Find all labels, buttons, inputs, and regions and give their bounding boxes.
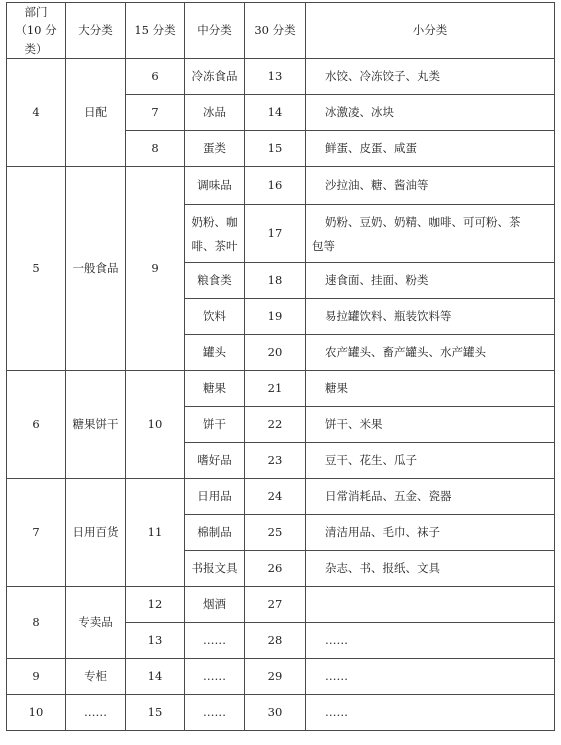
minor-cell: 糖果 bbox=[306, 371, 555, 407]
middle-cell: 蛋类 bbox=[185, 131, 245, 167]
c15-cell: 14 bbox=[126, 659, 185, 695]
c30-cell: 18 bbox=[245, 263, 306, 299]
middle-cell: 冰品 bbox=[185, 95, 245, 131]
minor-cell: 饼干、米果 bbox=[306, 407, 555, 443]
c30-cell: 30 bbox=[245, 695, 306, 731]
dept-cell: 5 bbox=[7, 167, 66, 371]
c15-cell: 12 bbox=[126, 587, 185, 623]
c30-cell: 21 bbox=[245, 371, 306, 407]
header-c15: 15 分类 bbox=[126, 3, 185, 59]
minor-cell: 冰激凌、冰块 bbox=[306, 95, 555, 131]
major-cell: …… bbox=[66, 695, 126, 731]
dept-cell: 7 bbox=[7, 479, 66, 587]
classification-table-container bbox=[6, 2, 555, 731]
minor-cell-line2: 包等 bbox=[312, 238, 335, 253]
major-cell: 日用百货 bbox=[66, 479, 126, 587]
c15-cell: 15 bbox=[126, 695, 185, 731]
dept-cell: 10 bbox=[7, 695, 66, 731]
c30-cell: 23 bbox=[245, 443, 306, 479]
minor-cell: 鲜蛋、皮蛋、咸蛋 bbox=[306, 131, 555, 167]
minor-cell bbox=[306, 205, 555, 263]
c15-cell: 8 bbox=[126, 131, 185, 167]
minor-cell: …… bbox=[306, 623, 555, 659]
minor-cell: 水饺、冷冻饺子、丸类 bbox=[306, 59, 555, 95]
major-cell: 一般食品 bbox=[66, 167, 126, 371]
header-middle: 中分类 bbox=[185, 3, 245, 59]
major-cell: 日配 bbox=[66, 59, 126, 167]
middle-cell: 饼干 bbox=[185, 407, 245, 443]
header-dept bbox=[7, 3, 66, 59]
c30-cell: 20 bbox=[245, 335, 306, 371]
middle-cell-line1: 奶粉、咖 bbox=[191, 214, 238, 229]
header-dept-line1: 部门 bbox=[24, 5, 48, 19]
c30-cell: 15 bbox=[245, 131, 306, 167]
minor-cell-line1: 奶粉、豆奶、奶精、咖啡、可可粉、茶 bbox=[325, 214, 521, 229]
header-c30: 30 分类 bbox=[245, 3, 306, 59]
middle-cell: 日用品 bbox=[185, 479, 245, 515]
classification-table bbox=[6, 2, 555, 731]
c30-cell: 26 bbox=[245, 551, 306, 587]
table-row bbox=[7, 479, 555, 515]
c15-cell: 6 bbox=[126, 59, 185, 95]
c30-cell: 19 bbox=[245, 299, 306, 335]
header-major: 大分类 bbox=[66, 3, 126, 59]
middle-cell: 糖果 bbox=[185, 371, 245, 407]
middle-cell: …… bbox=[185, 623, 245, 659]
middle-cell: 嗜好品 bbox=[185, 443, 245, 479]
c15-cell: 11 bbox=[126, 479, 185, 587]
c30-cell: 29 bbox=[245, 659, 306, 695]
c15-cell: 10 bbox=[126, 371, 185, 479]
middle-cell: …… bbox=[185, 659, 245, 695]
table-row bbox=[7, 659, 555, 695]
c30-cell: 22 bbox=[245, 407, 306, 443]
minor-cell bbox=[306, 587, 555, 623]
middle-cell: 粮食类 bbox=[185, 263, 245, 299]
major-cell: 专柜 bbox=[66, 659, 126, 695]
c15-cell: 13 bbox=[126, 623, 185, 659]
middle-cell: 调味品 bbox=[185, 167, 245, 205]
c30-cell: 14 bbox=[245, 95, 306, 131]
minor-cell: 速食面、挂面、粉类 bbox=[306, 263, 555, 299]
c30-cell: 16 bbox=[245, 167, 306, 205]
middle-cell: 冷冻食品 bbox=[185, 59, 245, 95]
c30-cell: 28 bbox=[245, 623, 306, 659]
minor-cell: …… bbox=[306, 695, 555, 731]
minor-cell: 沙拉油、糖、酱油等 bbox=[306, 167, 555, 205]
dept-cell: 4 bbox=[7, 59, 66, 167]
dept-cell: 6 bbox=[7, 371, 66, 479]
c30-cell: 27 bbox=[245, 587, 306, 623]
c15-cell: 7 bbox=[126, 95, 185, 131]
c15-cell: 9 bbox=[126, 167, 185, 371]
middle-cell: 棉制品 bbox=[185, 515, 245, 551]
minor-cell: 杂志、书、报纸、文具 bbox=[306, 551, 555, 587]
table-row bbox=[7, 167, 555, 205]
middle-cell: …… bbox=[185, 695, 245, 731]
minor-cell: 农产罐头、畜产罐头、水产罐头 bbox=[306, 335, 555, 371]
table-row bbox=[7, 587, 555, 623]
middle-cell: 烟酒 bbox=[185, 587, 245, 623]
minor-cell: 易拉罐饮料、瓶装饮料等 bbox=[306, 299, 555, 335]
dept-cell: 9 bbox=[7, 659, 66, 695]
c30-cell: 17 bbox=[245, 205, 306, 263]
table-row bbox=[7, 371, 555, 407]
major-cell: 专卖品 bbox=[66, 587, 126, 659]
c30-cell: 24 bbox=[245, 479, 306, 515]
header-dept-line2: （10 分类） bbox=[15, 23, 57, 56]
table-row bbox=[7, 59, 555, 95]
minor-cell: …… bbox=[306, 659, 555, 695]
header-minor: 小分类 bbox=[306, 3, 555, 59]
middle-cell-line2: 啡、茶叶 bbox=[191, 238, 238, 253]
middle-cell bbox=[185, 205, 245, 263]
minor-cell: 豆干、花生、瓜子 bbox=[306, 443, 555, 479]
table-row bbox=[7, 695, 555, 731]
header-row bbox=[7, 3, 555, 59]
c30-cell: 13 bbox=[245, 59, 306, 95]
minor-cell: 清洁用品、毛巾、袜子 bbox=[306, 515, 555, 551]
middle-cell: 饮料 bbox=[185, 299, 245, 335]
middle-cell: 书报文具 bbox=[185, 551, 245, 587]
middle-cell: 罐头 bbox=[185, 335, 245, 371]
c30-cell: 25 bbox=[245, 515, 306, 551]
minor-cell: 日常消耗品、五金、瓷器 bbox=[306, 479, 555, 515]
major-cell: 糖果饼干 bbox=[66, 371, 126, 479]
dept-cell: 8 bbox=[7, 587, 66, 659]
